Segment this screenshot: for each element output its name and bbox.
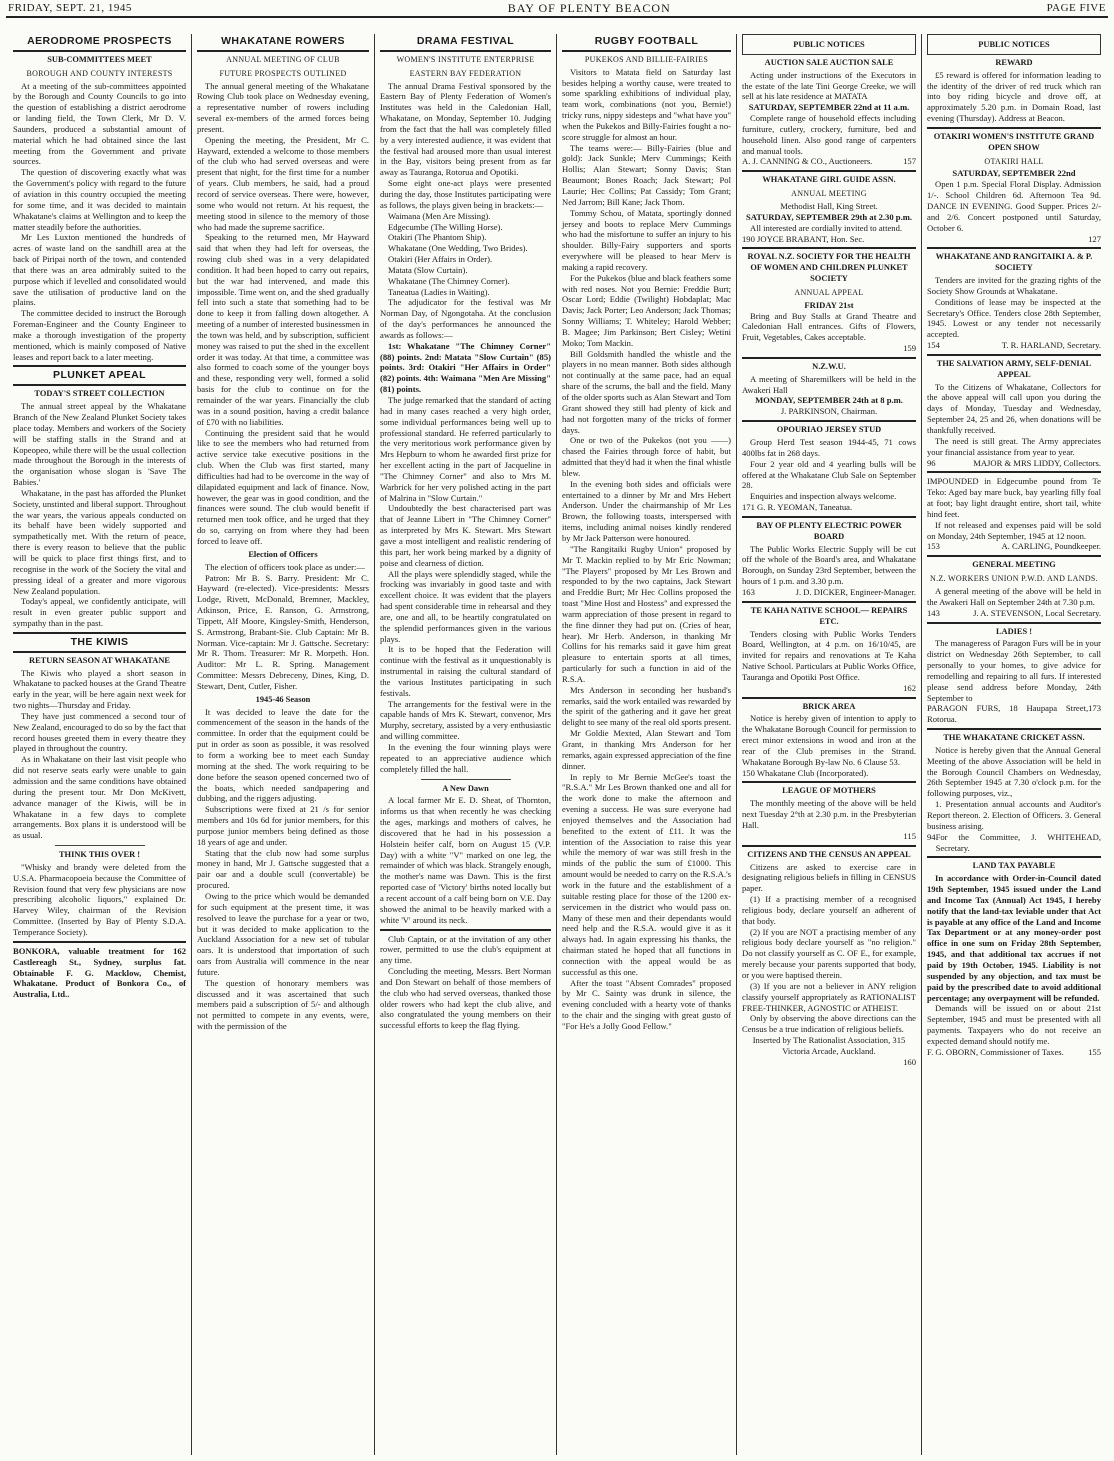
divider: [13, 632, 186, 634]
article-paragraph: Club Captain, or at the invitation of any other rower, permitted to use the club's equipment at any time.: [380, 933, 551, 966]
guide-date: SATURDAY, SEPTEMBER 29th at 2.30 p.m.: [745, 211, 913, 222]
census-signature: Inserted by The Rationalist Association, 315 Victoria Arcade, Auckland.: [752, 1035, 906, 1056]
notice-paragraph: If not released and expenses paid will be sold on Monday, 24th September, 1945 at 12 noon.: [927, 519, 1101, 541]
article-paragraph: After the toast "Absent Comrades" proposed by Mr C. Sainty was drunk in silence, the evening concluded with a hearty vote of thanks to the chair and the singing with great gusto of "For He's a Jolly Good Fellow.": [562, 977, 731, 1031]
divider: [742, 247, 916, 249]
article-paragraph: Bill Goldsmith handled the whistle and the players in no mean manner. Both sides although not continually at the same pace, had an equal share of the scrums, the ball and the field. Many of the older sports such as Alan Stewart and Tom Grant showed they still had plenty of kick and had not forgotten many of the tricks of former days.: [562, 348, 731, 435]
notice-paragraph: Enquiries and inspection always welcome.: [750, 491, 897, 502]
notice-paragraph: (3) If you are not a believer in ANY religion classify yourself appropriately as RATIONALIST FREE-THINKER, AGNOSTIC or ATHEIST.: [742, 980, 916, 1013]
general-meeting-signer: J. A. STEVENSON, Local Secretary.: [973, 607, 1101, 618]
article-paragraph: Mrs Anderson in seconding her husband's remarks, said the work entailed was rewarded by the spirit of the gathering and it gave her great delight to see many of the real old sports present.: [562, 684, 731, 728]
power-board-signature: [742, 587, 916, 598]
divider: [927, 127, 1101, 129]
notice-number: 143: [927, 607, 940, 618]
impounded-signature: [927, 541, 1101, 552]
masthead-page: PAGE FIVE: [1046, 2, 1106, 14]
article-paragraph: All the plays were splendidly staged, while the frocking was invariably in good taste and with excellent choice. It was evident that the players had spent considerable time in rehearsal and they are, one and all, to be heartily congratulated on the splendid performances given in the various plays.: [380, 568, 551, 644]
notice-paragraph: A general meeting of the above will be held in the Awakeri Hall on September 24th at 7.30 p.m.: [927, 585, 1101, 607]
rugby-heading: RUGBY FOOTBALL: [594, 35, 699, 47]
drama-heading: DRAMA FESTIVAL: [416, 35, 515, 47]
article-paragraph: Concluding the meeting, Messrs. Bert Norman and Don Stewart on behalf of those members of the club who had served overseas, thanked those older rowers who had kept the club alive, and also congratulated the young members on their successful efforts to keep the flag flying.: [380, 966, 551, 1031]
article-paragraph: Some eight one-act plays were presented during the day, those Institutes participating were as follows, the plays given being in brackets:—: [380, 178, 551, 210]
notice-number: 127: [1088, 233, 1101, 244]
plunket-heading: PLUNKET APEAL: [53, 369, 146, 382]
article-paragraph: It was decided to leave the date for the commencement of the season in the hands of the committee. In order that the equipment could be put in order as soon as possible, it was resolved to form a working bee to meet each Sunday morning at the shed. The work requiring to be done before the season opened concerned two of the boats, which needed sandpapering and dubbing, and the riggers adjusting.: [197, 706, 369, 804]
article-paragraph: The arrangements for the festival were in the capable hands of Mrs K. Stewart, convenor, Mrs Murphy, secretary, assisted by a very enthusiastic and willing committee.: [380, 698, 551, 742]
divider: [742, 697, 916, 699]
notice-paragraph: A meeting of Sharemilkers will be held in the Awakeri Hall: [742, 373, 916, 395]
divider: [927, 354, 1101, 356]
notice-paragraph: Tenders are invited for the grazing rights of the Society Show Grounds at Whakatane.: [927, 275, 1101, 296]
kiwis-heading: THE KIWIS: [70, 635, 129, 648]
plunket-society-date: FRIDAY 21st: [804, 299, 854, 310]
aerodrome-subheading: SUB-COMMITTEES MEET: [47, 54, 152, 64]
article-paragraph: The committee decided to instruct the Borough Foreman-Engineer and the County Engineer to make a thorough investigation of the property mentioned, which is mainly composed of Native leases and report back to a later meeting.: [13, 308, 186, 362]
institute-venue: OTAKIRI HALL: [984, 156, 1044, 166]
plunket-society-subheading: ANNUAL APPEAL: [794, 287, 864, 297]
notice-paragraph: Notice is hereby given of intention to apply to the Whakatane Borough Council for permission to erect minor extensions in wood and iron at the rear of the Club premises in the Strand. Whakatane Borough By-law No. 6 Clause 53.: [742, 713, 916, 767]
notice-paragraph: Conditions of lease may be inspected at the Secretary's Office. Tenders close 28th September, 1945. Lowest or any tender not necessarily accepted.: [927, 296, 1101, 340]
census-heading: CITIZENS AND THE CENSUS AN APPEAL: [747, 849, 911, 859]
masthead-title: BAY OF PLENTY BEACON: [507, 0, 671, 15]
general-meeting-signature: [927, 608, 1101, 619]
guide-heading: WHAKATANE GIRL GUIDE ASSN.: [762, 175, 896, 185]
play-item: Whakatane (One Wedding, Two Brides).: [388, 243, 528, 254]
power-board-heading: BAY OF PLENTY ELECTRIC POWER BOARD: [756, 520, 902, 541]
notice-number: 159: [903, 343, 916, 354]
brick-area-heading: BRICK AREA: [802, 701, 856, 711]
land-tax-signer: F. G. OBORN, Commissioner of Taxes.: [927, 1046, 1064, 1057]
ladies-signature: [927, 703, 1101, 725]
notice-number: 157: [903, 156, 916, 167]
article-paragraph: The annual general meeting of the Whakatane Rowing Club took place on Wednesday evening, a representative number of rowers including several ex-members of the armed forces being present.: [197, 80, 369, 134]
jersey-signature: 171 G. R. YEOMAN, Taneatua.: [742, 502, 853, 513]
aerodrome-heading: AERODROME PROSPECTS: [27, 35, 172, 47]
article-paragraph: Mr Goldie Mexted, Alan Stewart and Tom Grant, in thanking Mrs Anderson for her remarks, again expressed appreciation of the fine dinner.: [562, 728, 731, 771]
divider: [13, 651, 186, 653]
article-paragraph: Opening the meeting, the President, Mr C. Hayward, extended a welcome to those members of the club who had served overseas and were present that night, for the first time for a number of years. Club members, he said, had a proud record of service overseas. There were, however, some who would not return. At his request, the meeting stood in silence to the memory of those who had made the supreme sacrifice.: [197, 134, 369, 232]
article-paragraph: In the evening the four winning plays were repeated to an appreciative audience which completely filled the hall.: [380, 742, 551, 774]
paragon-furs-signer: PARAGON FURS, 18 Haupapa Street, Rotorua.: [927, 703, 1089, 725]
notice-number: 154: [927, 340, 940, 351]
rowers-subheading-2: FUTURE PROSPECTS OUTLINED: [219, 68, 347, 78]
article-paragraph: The teams were:— Billy-Fairies (blue and gold): Jack Sunkle; Merv Cummings; Keith Hollis; Alan Stewart; Sonny Davis; Stan Beaumont; Bones Roach; Jack Stewart; Pol Laurie; Hec Collins; Pat Cassidy; Tom Grant; Ned Jarrom; Bill Kane; Jack Thom.: [562, 142, 731, 207]
divider: [742, 420, 916, 422]
divider: [927, 555, 1101, 557]
jersey-heading: OPOURIAO JERSEY STUD: [776, 425, 882, 435]
article-paragraph: In reply to Mr Bernie McGee's toast the "R.S.A." Mr Les Brown thanked one and all for the work done to make the afternoon and evening a success. He was sure everyone had enjoyed themselves and the Association had benefited to the extent of £11. It was the intention of the Association to raise this year while the memory of war was still fresh in the minds of the public the sum of £1000. This amount would be needed to carry on the R.S.A.'s work in the future and the establishment of a suitable resting place for those of the 1200 ex-servicemen in the district who would pass on. Many of these men and their dependants would need help and the R.S.A. would give it as it always had. In again expressing his thanks, the chairman stated he hoped that all functions in connection with the appeal would be as successful as this one.: [562, 771, 731, 977]
ap-society-heading: WHAKATANE AND RANGITAIKI A. & P. SOCIETY: [935, 252, 1093, 273]
divider: [380, 50, 551, 52]
notice-number: 94: [927, 831, 936, 842]
te-kaha-heading: TE KAHA NATIVE SCHOOL— REPAIRS ETC.: [750, 605, 908, 626]
cricket-heading: THE WHAKATANE CRICKET ASSN.: [943, 733, 1085, 743]
article-paragraph: The annual street appeal by the Whakatane Branch of the New Zealand Plunket Society takes place today. Members and workers of the Society will be staffing stalls in the Strand and at Kopeopeo, while there will be the usual collection made throughout the Borough in the interests of the organisation whose slogan is 'Save The Babies.': [13, 401, 186, 488]
notice-number: 162: [903, 682, 916, 693]
notice-number: 155: [1088, 1046, 1101, 1057]
ap-society-signer: T. R. HARLAND, Secretary.: [1001, 340, 1101, 351]
public-notices-header: [742, 34, 916, 55]
nzwu-date: MONDAY, SEPTEMBER 24th at 8 p.m.: [755, 395, 903, 406]
column-2: [192, 34, 375, 1455]
cricket-signature: [927, 832, 1101, 854]
guide-venue: Methodist Hall, King Street.: [780, 200, 878, 211]
land-tax-signature: [927, 1047, 1101, 1058]
divider: [380, 929, 551, 931]
notice-paragraph: (2) If you are NOT a practising member of any religious body declare yourself as "no religion." Do not classify yourself as C. OF E., for example, merely because your parents supported that body, or you were baptised therein.: [742, 926, 916, 980]
column-1: [8, 34, 192, 1455]
divider: [742, 357, 916, 359]
notice-paragraph: The monthly meeting of the above will be held next Tuesday 2°th at 2.30 p.m. in the Presbyterian Hall.: [742, 798, 916, 830]
play-item: Waimana (Men Are Missing).: [388, 210, 491, 221]
guide-signature: 190 JOYCE BRABANT, Hon. Sec.: [742, 233, 865, 244]
play-item: Taneatua (Ladies in Waiting).: [388, 286, 490, 297]
article-paragraph: In the evening both sides and officials were entertained to a dinner by Mr and Mrs Hebert Anderson. Under the chairmanship of Mr Les Brown, the following toasts, interspersed with items, including animal noises kindly rendered by Mr Jack Patterson were honoured.: [562, 478, 731, 543]
mothers-heading: LEAGUE OF MOTHERS: [782, 786, 876, 796]
auction-signature: [742, 156, 916, 167]
ladies-heading: LADIES !: [995, 626, 1033, 636]
auction-heading: AUCTION SALE AUCTION SALE: [764, 57, 894, 67]
think-heading: THINK THIS OVER !: [58, 850, 141, 860]
article-paragraph: Speaking to the returned men, Mr Hayward said that when they had left for overseas, the rowing club shed was in a very delapidated condition. It had been hoped to carry out repairs, but the war had intervened, and made this impossible. Time went on, and the shed gradually fell into such a state that something had to be done to keep it from falling down altogether. A meeting of a number of interested businessmen in the town was held, and by subscription, sufficient money was raised to put the shed in the excellent order it was today. At that time, a committee was also formed to coach some of the younger boys and these, responding very well, formed a solid basis for the club to continue on for the remainder of the war years. Financially the club was in a sound position, having a credit balance of £70 with no liabilities.: [197, 232, 369, 427]
article-paragraph: A local farmer Mr E. D. Sheat, of Thornton, informs us that when recently he was checking the ages, markings and mothers of calves, he discovered that he had in his possession a Holstein heifer calf, born on August 15 (V.P. Day) with a white "V" marked on one leg, the remainder of which was black. Strangely enough, the mother's name was Dawn. This is the first reported case of 'Victory' births noted locally but a recent account of a calf being born on V.E. Day showed the animal to be heavily marked with a white 'V' around its neck.: [380, 795, 551, 925]
plunket-society-heading: ROYAL N.Z. SOCIETY FOR THE HEALTH OF WOMEN AND CHILDREN PLUNKET SOCIETY: [747, 252, 911, 284]
divider: [421, 779, 511, 780]
notice-paragraph: 1. Presentation annual accounts and Auditor's Report thereon. 2. Election of Officers. 3. General business arising.: [927, 799, 1101, 831]
article-paragraph: The question of discovering exactly what was the Government's policy with regard to the future of aviation in this country occupied the meeting for some time, and it was decided to maintain Whakatane's claims at Wellington and to keep the matter steadily before the authorities.: [13, 167, 186, 232]
article-paragraph: They have just commenced a second tour of New Zealand, encouraged to do so by the fact that record houses greeted them in every theatre they played in throughout the country.: [13, 710, 186, 754]
notice-number: 153: [927, 541, 940, 552]
article-paragraph: "The Rangitaiki Rugby Union" proposed by Mr T. Mackin replied to by Mr Eric Nowman; "The Players" proposed by Mr Les Brown and responded to by the two captains, Jack Stewart and Freddie Burt; Mr Hec Collins proposed the toast "Mine Host and Hostess" and expressed the warm appreciation of those present in regard to the fine dinner they had put on. (Cries of hear, hear). Mr Herb. Anderson, in thanking Mr Collins for his remarks said it gave him great pleasure to entertain sports at all times, particularly for such a function in aid of the R.S.A.: [562, 543, 731, 684]
play-item: Whakatane (The Chimney Corner).: [388, 275, 510, 286]
ap-society-signature: [927, 340, 1101, 351]
article-paragraph: One or two of the Pukekos (not you ——) chased the Fairies through force of habit, but admitted that they'd had it when the final whistle blew.: [562, 435, 731, 478]
notice-paragraph: (1) If a practising member of a recognised religious body, declare yourself an adherent of that body.: [742, 894, 916, 926]
notice-paragraph: Bring and Buy Stalls at Grand Theatre and Caledonian Hall entrances. Gifts of Flowers, Fruit, Vegetables, Cakes acceptable.: [742, 310, 916, 343]
column-6: [922, 34, 1106, 1455]
play-item: Otakiri (The Phantom Ship).: [388, 232, 487, 243]
article-paragraph: Whakatane, in the past has afforded the Plunket Society, unstinted and liberal support. Throughout the war years, the various appeals conducted on its behalf have been widely supported and sympathetically met. With the return of peace, there is every reason to believe that the public will be quick to place first things first, and to recognise in the work of the Society the vital and pressing ideal of a greater and more vigorous New Zealand population.: [13, 487, 186, 596]
divider: [742, 845, 916, 847]
article-paragraph: As in Whakatane on their last visit people who did not reserve seats early were unable to gain admission and the same conditions have obtained during the present tour. Mr Don McKivett, advance manager of the Kiwis, will be in Whakatane in a few days to complete arrangements. Box plans it is understood will be as usual.: [13, 754, 186, 841]
awards-list: 1st: Whakatane "The Chimney Corner" (88) points. 2nd: Matata "Slow Curtain" (85) points. 3rd: Otakiri "Her Affairs in Order" (82) points. 4th: Waimana "Men Are Missing" (81) points.: [380, 340, 551, 395]
notice-paragraph: Open 1 p.m. Special Floral Display. Admission 1/-. School Children 6d. Afternoon Tea 9d. DANCE IN EVENING. Good Supper. Prices 2/- and 2/6. Concert postponed until Saturday, October 6.: [927, 179, 1101, 233]
play-item: Otakiri (Her Affairs in Order).: [388, 254, 493, 265]
new-dawn-heading: A New Dawn: [442, 783, 489, 793]
masthead-date: FRIDAY, SEPT. 21, 1945: [8, 2, 132, 14]
article-paragraph: Undoubtedly the best characterised part was that of Jeanne Libert in "The Chimney Corner" as interpreted by Mrs K. Stewart. Mrs Stewart gave a most intelligent and realistic rendering of this part, her work being marked by a dignity of poise and clearness of diction.: [380, 503, 551, 568]
plunket-subheading: TODAY'S STREET COLLECTION: [34, 389, 165, 399]
notice-paragraph: Demands will be issued on or about 21st September, 1945 and must be presented with all payments. Taxpayers who do not receive an expected demand should notify me.: [927, 1003, 1101, 1046]
article-paragraph: The election of officers took place as under:—: [205, 561, 365, 572]
article-paragraph: "Whisky and brandy were deleted from the U.S.A. Pharmacopoeia because the Committee of Revision found that very few physicians are now prescribing alcoholic liquors," explained Dr. Harvey Wiley, chairman of the Revision Committee. (Inserted by Bay of Plenty S.D.A. Temperance Society).: [13, 861, 186, 937]
notice-number: 96: [927, 457, 936, 468]
divider: [13, 941, 186, 943]
article-paragraph: Stating that the club now had some surplus money in hand, Mr J. Gattsche suggested that a pair oar and a double scull (convertable) be procured.: [197, 847, 369, 891]
notice-number: 173: [1088, 703, 1101, 714]
divider: [742, 170, 916, 172]
divider: [55, 845, 145, 846]
article-paragraph: The Kiwis who played a short season in Whakatane to packed houses at the Grand Theatre early in the year, will be here again next week for two nights—Thursday and Friday.: [13, 667, 186, 711]
divider: [927, 856, 1101, 858]
article-paragraph: Subscriptions were fixed at 21 /s for senior members and 10s 6d for junior members, for this purpose junior members being defined as those 18 years of age and under.: [197, 804, 369, 847]
article-paragraph: Mr Les Luxton mentioned the hundreds of acres of waste land on the sandhill area at the back of Piripai north of the town, and contended that there was an area admirably suited to the purpose which if levelled and consolidated would save the utilisation of productive land on the plains.: [13, 232, 186, 308]
notice-paragraph: Notice is hereby given that the Annual General Meeting of the above Association will be held in the Borough Council Chambers on Wednesday, 26th September 1945 at 7.30 o'clock p.m. for the following purposes, viz.,: [927, 744, 1101, 799]
notice-number: 160: [903, 1056, 916, 1067]
notice-paragraph: Group Herd Test season 1944-45, 71 cows 400lbs fat in 268 days.: [742, 437, 916, 458]
notice-paragraph: Only by observing the above directions can the Census be a true indication of religious beliefs.: [742, 1013, 916, 1035]
public-notices-title: PUBLIC NOTICES: [978, 40, 1050, 49]
election-heading: Election of Officers: [248, 549, 318, 559]
article-paragraph: The annual Drama Festival sponsored by the Eastern Bay of Plenty Federation of Women's Institutes was held in the Caledonian Hall, Whakatane, on Monday, September 10. Judging from the fact that the hall was completely filled by a very interested audience, it was evident that the festival had aroused more than usual interest in the Bay, visitors being present from as far away as Tauranga, Rotorua and Opotiki.: [380, 80, 551, 178]
land-tax-heading: LAND TAX PAYABLE: [972, 861, 1056, 871]
guide-subheading: ANNUAL MEETING: [791, 189, 867, 199]
rugby-subheading: PUKEKOS AND BILLIE-FAIRIES: [584, 54, 709, 64]
column-3: [375, 34, 557, 1455]
salvation-army-signer: MAJOR & MRS LIDDY, Collectors.: [973, 457, 1101, 468]
divider: [13, 384, 186, 386]
divider: [197, 50, 369, 52]
public-notices-title: PUBLIC NOTICES: [793, 40, 865, 49]
notice-paragraph: The need is still great. The Army appreciates your financial assistance from year to year.: [927, 435, 1101, 457]
impounded-notice: IMPOUNDED in Edgecumbe pound from Te Teko: Aged bay mare buck, bay yearling filly foal at foot; bay light draught entire, short tail, white hind feet.: [927, 476, 1101, 519]
column-5: [737, 34, 922, 1455]
rowers-subheading: ANNUAL MEETING OF CLUB: [226, 54, 340, 64]
auction-date: SATURDAY, SEPTEMBER 22nd at 11 a.m.: [748, 102, 910, 113]
notice-paragraph: Acting under instructions of the Executors in the estate of the late Tini George Creeke, we will sell at his late residence at MATATA: [742, 69, 916, 102]
masthead: [6, 0, 1108, 18]
article-paragraph: Today's appeal, we confidently anticipate, will result in even greater public support and sympathy than in the past.: [13, 596, 186, 629]
divider: [13, 365, 186, 367]
article-paragraph: The judge remarked that the standard of acting had in many cases reached a very high order, some individual performances being well up to professional standard. He referred particularly to the very meritorious work performance given by Mrs Hepburn to whom he awarded first prize for her excellent acting in the part of Jacqueline in "The Chimney Corner" and also to Mrs M. Warbrick for her very polished acting in the part of Malrina in "Slow Curtain.": [380, 395, 551, 503]
rowers-heading: WHAKATANE ROWERS: [221, 35, 345, 47]
drama-subheading: WOMEN'S INSTITUTE ENTERPRISE: [396, 54, 535, 64]
general-meeting-subheading: N.Z. WORKERS UNION P.W.D. AND LANDS.: [930, 574, 1098, 584]
article-paragraph: Continuing the president said that he would like to see the members who had returned from active service take executive positions in the club. When the Club was first started, many difficulties had had to be overcome in the way of dilapidated equipment and lack of finance. Now, however, the gear was in good condition, and the finances were sound. The club would benefit if returned men took office, and he urged that they do so, carrying on from where they had been forced to leave off.: [197, 427, 369, 546]
play-item: Matata (Slow Curtain).: [388, 264, 468, 275]
notice-paragraph: All interested are cordially invited to attend.: [750, 222, 903, 233]
brick-area-signature: 150 Whakatane Club (Incorporated).: [742, 767, 869, 778]
notice-paragraph: Tenders closing with Public Works Tenders Board, Wellington, at 4 p.m. on 16/10/45, are invited for repairs and renovations at Te Kaha Native School. Particulars at Public Works Office, Tauranga and Opotiki Post Office.: [742, 628, 916, 682]
kiwis-subheading: RETURN SEASON AT WHAKATANE: [29, 655, 170, 665]
notice-paragraph: To the Citizens of Whakatane, Collectors for the above appeal will call upon you during the days of Monday, Tuesday and Wednesday, September 24, 25 and 26, when donations will be thankfully received.: [927, 381, 1101, 435]
article-paragraph: Owing to the price which would be demanded for such equipment at the present time, it was resolved to leave the purchase for a year or two, but it was decided to make application to the Auckland Association for a new set of tubular oars. It is understood that importation of such oars from Australia will commence in the near future.: [197, 890, 369, 977]
general-meeting-heading: GENERAL MEETING: [972, 560, 1056, 570]
notice-paragraph: The Public Works Electric Supply will be cut off the whole of the Board's area, and Whakatane Borough, on Sunday 23rd September, between the hours of 1 p.m. and 3.30 p.m.: [742, 543, 916, 587]
columns: [8, 34, 1106, 1455]
public-notices-header: [927, 34, 1101, 55]
article-paragraph: The adjudicator for the festival was Mr Norman Day, of Ngongotaha. At the conclusion of the day's performances he announced the awards as follows:—: [380, 297, 551, 340]
nzwu-heading: N.Z.W.U.: [812, 361, 846, 371]
season-heading: 1945-46 Season: [255, 694, 311, 704]
article-paragraph: At a meeting of the sub-committees appointed by the Borough and County Councils to go into the question of establishing a district aerodrome or landing field, the Town Clerk, Mr D. V. Saunders, produced a substantial amount of material which he had obtained since the last meeting from the Government and private sources.: [13, 80, 186, 167]
salvation-army-heading: THE SALVATION ARMY, SELF-DENIAL APPEAL: [936, 358, 1092, 379]
divider: [562, 50, 731, 52]
notice-paragraph: Citizens are asked to exercise care in designating religious beliefs in filling in CENSUS paper.: [742, 861, 916, 894]
institute-date: SATURDAY, SEPTEMBER 22nd: [952, 168, 1076, 179]
divider: [927, 471, 1101, 473]
article-paragraph: For the Pukekos (blue and black feathers some with red noses. Not you Bernie: Freddie Burt; Oscar Lord; Eddie (Twilight) Hobdaplat; Mac Davis; Jack Porter; Leo Anderson; Jack Thomas; Sonny Williams; T. Whiteley; Harold Webber; B. Magee; Jim Parkinson; Bert Cisley; Wetini Moko; Tom Mackin.: [562, 272, 731, 348]
nzwu-signature: J. PARKINSON, Chairman.: [780, 406, 878, 417]
divider: [13, 50, 186, 52]
notice-number: 115: [903, 830, 916, 841]
article-paragraph: Visitors to Matata field on Saturday last besides helping a worthy cause, were treated to some sparkling exhibitions of individual play, team work, combinations (not you, Bernie!) tricky runs, nippy sidesteps and "what have you" when the Pukekos and Billy-Fairies fought a no-score struggle for almost an hour.: [562, 66, 731, 142]
divider: [742, 516, 916, 518]
officers-list: Patron: Mr B. S. Barry. President: Mr C. Hayward (re-elected). Vice-presidents: Messrs Lodge, Rivett, McDonald, Bremner, Mackley, Atkinson, Price, E. Ranson, G. Armstrong, Tippett, Alf Moore, Kingsley-Smith, Henderson, S. Armstrong, Brabant-Sie. Club Captain: Mr B. Norman. Vice-captain: Mr J. Gattsche. Secretary: Mr R. Thom. Treasurer: Mr R. Morpeth. Hon. Auditor: Mr L. R. Spring. Management Committee: Messrs Debreceny, Dines, King, D. Stewart, Dent, Cutler, Fisher.: [197, 572, 369, 691]
notice-number: 163: [742, 586, 755, 597]
article-paragraph: It is to be hoped that the Federation will continue with the festival as it unquestionably is instrumental in raising the cultural standard of the various Institutes participating in such festivals.: [380, 644, 551, 698]
salvation-army-signature: [927, 458, 1101, 469]
notice-paragraph: Complete range of household effects including furniture, cutlery, crockery, furniture, bed and household linen. Also good range of carpenters and manual tools.: [742, 113, 916, 156]
divider: [927, 622, 1101, 624]
notice-paragraph: In accordance with Order-in-Council dated 19th September, 1945 issued under the Land and Income Tax (Annual) Act 1945, I hereby notify that the land-tax leviable under that Act is payable at any office of the Land and Income Tax Department or at any money-order post office in one sum on Friday 28th September, 1945, and that additional tax accrues if not paid by 19th October, 1945. Liability is not suspended by any objection, and tax must be paid by the prescribed date to avoid additional percentage; any overpayment will be refunded.: [927, 873, 1101, 1003]
article-paragraph: Tommy Schou, of Matata, sportingly donned jersey and boots to replace Merv Cummings who had the misfortune to suffer an injury to his shoulder. Billy-Fairy supporters and sports everywhere will be pleased to hear Merv is making a rapid recovery.: [562, 207, 731, 272]
institute-heading: OTAKIRI WOMEN'S INSTITUTE GRAND OPEN SHOW: [933, 131, 1095, 152]
notice-paragraph: £5 reward is offered for information leading to the identity of the driver of red truck which ran into boy riding bicycle and drove off, at approximately 5.20 p.m. in Domain Road, last evening (Thursday). Address at Beacon.: [927, 69, 1101, 124]
column-4: [557, 34, 737, 1455]
auction-signer: A. J. CANNING & CO., Auctioneers.: [742, 156, 873, 167]
bonkora-advert: BONKORA, valuable treatment for 162 Castlereagh St., Sydney, surplus fat. Obtainable F. G. Macklow, Chemist, Whakatane. Product of Bonkora Co., of Australia, Ltd..: [13, 945, 186, 1000]
divider: [742, 781, 916, 783]
article-paragraph: The question of honorary members was discussed and it was ascertained that such members paid a subscription of 5/- and although not permitted to compete in any events, were, with the permission of the: [197, 977, 369, 1032]
divider: [927, 247, 1101, 249]
play-item: Edgecumbe (The Willing Horse).: [388, 221, 503, 232]
aerodrome-subheading-2: BOROUGH AND COUNTY INTERESTS: [26, 68, 173, 78]
reward-heading: REWARD: [995, 57, 1033, 67]
notice-paragraph: Four 2 year old and 4 yearling bulls will be offered at the Whakatane Club Sale on September 28.: [742, 458, 916, 491]
power-board-signer: J. D. DICKER, Engineer-Manager.: [795, 586, 916, 597]
notice-paragraph: The manageress of Paragon Furs will be in your district on Wednesday 26th September, to call personally to your homes, to give advice for remodelling and repairing to all furs. If interested please send address before Monday, 24th September to: [927, 638, 1101, 703]
poundkeeper-signer: A. CARLING, Poundkeeper.: [1001, 541, 1101, 552]
divider: [927, 728, 1101, 730]
cricket-signer: For the Committee, J. WHITEHEAD, Secretary.: [935, 831, 1101, 853]
drama-subheading-2: EASTERN BAY FEDERATION: [409, 68, 522, 78]
divider: [742, 601, 916, 603]
